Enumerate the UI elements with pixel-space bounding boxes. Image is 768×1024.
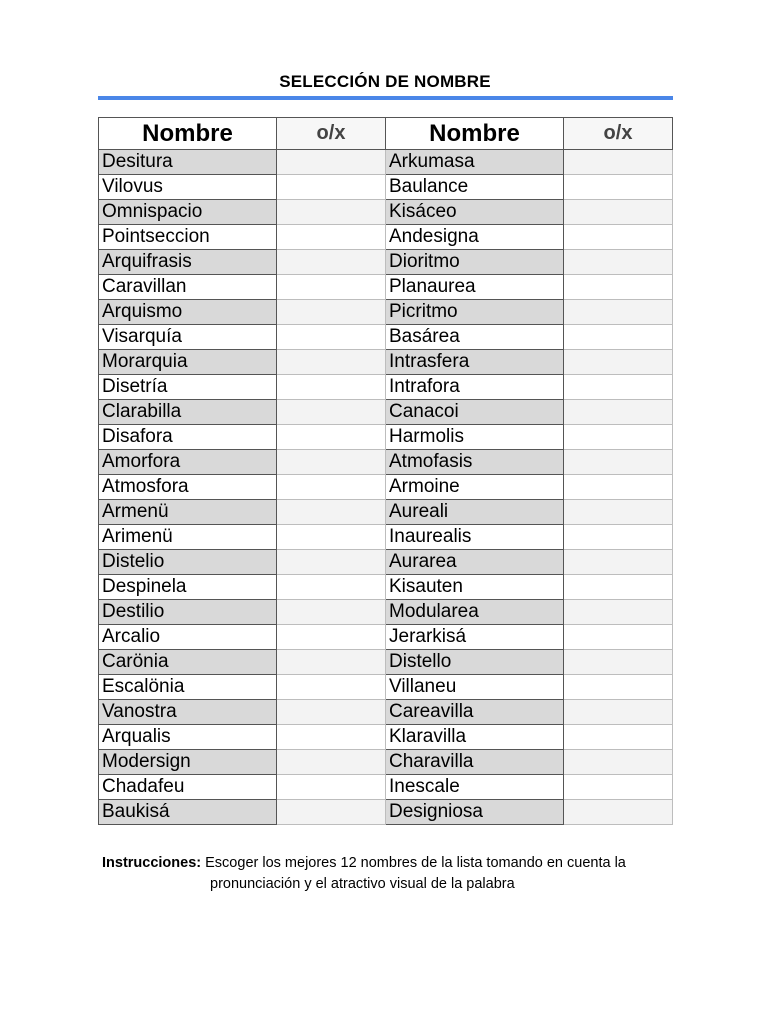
name-cell-left: Visarquía [99,325,277,350]
name-cell-left: Omnispacio [99,200,277,225]
ox-mark-cell-right[interactable] [564,400,673,425]
ox-mark-cell-right[interactable] [564,725,673,750]
name-cell-left: Distelio [99,550,277,575]
ox-mark-cell-left[interactable] [277,675,386,700]
ox-mark-cell-right[interactable] [564,350,673,375]
name-cell-right: Careavilla [386,700,564,725]
table-row [99,575,673,600]
ox-mark-cell-left[interactable] [277,350,386,375]
ox-mark-cell-right[interactable] [564,425,673,450]
ox-mark-cell-left[interactable] [277,750,386,775]
column-header-name-right: Nombre [386,118,564,150]
ox-mark-cell-left[interactable] [277,375,386,400]
ox-mark-cell-left[interactable] [277,650,386,675]
table-header-row [99,118,673,150]
ox-mark-cell-right[interactable] [564,150,673,175]
ox-mark-cell-left[interactable] [277,550,386,575]
ox-mark-cell-left[interactable] [277,700,386,725]
column-header-name-left: Nombre [99,118,277,150]
table-row [99,300,673,325]
title-divider [98,96,673,100]
name-cell-right: Planaurea [386,275,564,300]
table-row [99,200,673,225]
name-cell-left: Vilovus [99,175,277,200]
ox-mark-cell-right[interactable] [564,625,673,650]
ox-mark-cell-left[interactable] [277,625,386,650]
name-cell-left: Despinela [99,575,277,600]
name-cell-left: Destilio [99,600,277,625]
ox-mark-cell-left[interactable] [277,725,386,750]
table-row [99,375,673,400]
name-cell-left: Desitura [99,150,277,175]
name-cell-right: Distello [386,650,564,675]
name-cell-left: Baukisá [99,800,277,825]
ox-mark-cell-right[interactable] [564,250,673,275]
ox-mark-cell-right[interactable] [564,225,673,250]
ox-mark-cell-right[interactable] [564,500,673,525]
name-cell-right: Villaneu [386,675,564,700]
ox-mark-cell-right[interactable] [564,450,673,475]
ox-mark-cell-right[interactable] [564,700,673,725]
column-header-ox-right: o/x [564,118,673,150]
ox-mark-cell-left[interactable] [277,450,386,475]
ox-mark-cell-left[interactable] [277,475,386,500]
table-row [99,725,673,750]
ox-mark-cell-left[interactable] [277,275,386,300]
name-cell-right: Kisáceo [386,200,564,225]
name-cell-right: Picritmo [386,300,564,325]
table-row [99,425,673,450]
name-selection-table-container [98,117,673,825]
name-cell-left: Morarquia [99,350,277,375]
name-cell-left: Armenü [99,500,277,525]
table-row [99,325,673,350]
name-cell-left: Arcalio [99,625,277,650]
ox-mark-cell-left[interactable] [277,425,386,450]
name-cell-left: Arimenü [99,525,277,550]
ox-mark-cell-left[interactable] [277,225,386,250]
ox-mark-cell-left[interactable] [277,325,386,350]
ox-mark-cell-left[interactable] [277,775,386,800]
ox-mark-cell-right[interactable] [564,300,673,325]
table-row [99,700,673,725]
table-row [99,500,673,525]
ox-mark-cell-right[interactable] [564,775,673,800]
ox-mark-cell-left[interactable] [277,600,386,625]
table-row [99,525,673,550]
name-cell-right: Kisauten [386,575,564,600]
name-cell-right: Modularea [386,600,564,625]
table-row [99,225,673,250]
name-cell-left: Vanostra [99,700,277,725]
table-body [99,150,673,825]
ox-mark-cell-right[interactable] [564,575,673,600]
name-cell-left: Modersign [99,750,277,775]
name-cell-right: Designiosa [386,800,564,825]
name-cell-right: Intrasfera [386,350,564,375]
table-row [99,400,673,425]
ox-mark-cell-left[interactable] [277,300,386,325]
ox-mark-cell-right[interactable] [564,475,673,500]
ox-mark-cell-right[interactable] [564,675,673,700]
name-cell-left: Arqualis [99,725,277,750]
name-cell-left: Arquismo [99,300,277,325]
ox-mark-cell-left[interactable] [277,150,386,175]
name-cell-left: Escalönia [99,675,277,700]
ox-mark-cell-right[interactable] [564,325,673,350]
ox-mark-cell-right[interactable] [564,375,673,400]
ox-mark-cell-left[interactable] [277,400,386,425]
ox-mark-cell-left[interactable] [277,575,386,600]
name-cell-left: Clarabilla [99,400,277,425]
ox-mark-cell-right[interactable] [564,800,673,825]
instructions-text-line1: Escoger los mejores 12 nombres de la lista tomando en cuenta la [205,855,626,871]
name-cell-right: Inaurealis [386,525,564,550]
name-cell-right: Arkumasa [386,150,564,175]
name-cell-right: Aureali [386,500,564,525]
name-cell-right: Inescale [386,775,564,800]
ox-mark-cell-left[interactable] [277,500,386,525]
name-cell-left: Arquifrasis [99,250,277,275]
table-row [99,675,673,700]
column-header-ox-left: o/x [277,118,386,150]
table-row [99,775,673,800]
name-cell-right: Atmofasis [386,450,564,475]
name-cell-right: Jerarkisá [386,625,564,650]
table-row [99,600,673,625]
ox-mark-cell-left[interactable] [277,250,386,275]
name-cell-right: Armoine [386,475,564,500]
ox-mark-cell-right[interactable] [564,550,673,575]
ox-mark-cell-left[interactable] [277,800,386,825]
name-cell-right: Harmolis [386,425,564,450]
table-row [99,750,673,775]
name-cell-right: Basárea [386,325,564,350]
table-row [99,150,673,175]
name-cell-left: Chadafeu [99,775,277,800]
instructions [102,853,672,895]
ox-mark-cell-right[interactable] [564,200,673,225]
table-row [99,250,673,275]
name-cell-right: Aurarea [386,550,564,575]
table-row [99,275,673,300]
name-cell-right: Baulance [386,175,564,200]
name-cell-left: Amorfora [99,450,277,475]
ox-mark-cell-left[interactable] [277,200,386,225]
name-cell-right: Klaravilla [386,725,564,750]
table-row [99,550,673,575]
name-cell-left: Disafora [99,425,277,450]
name-cell-right: Intrafora [386,375,564,400]
name-cell-left: Disetría [99,375,277,400]
name-cell-left: Caravillan [99,275,277,300]
name-cell-right: Andesigna [386,225,564,250]
ox-mark-cell-right[interactable] [564,275,673,300]
table-row [99,175,673,200]
ox-mark-cell-right[interactable] [564,175,673,200]
table-row [99,625,673,650]
table-row [99,450,673,475]
table-row [99,800,673,825]
name-cell-right: Dioritmo [386,250,564,275]
name-cell-left: Atmosfora [99,475,277,500]
name-cell-right: Canacoi [386,400,564,425]
table-row [99,350,673,375]
name-cell-left: Carönia [99,650,277,675]
instructions-label: Instrucciones: [102,855,202,871]
table-row [99,475,673,500]
name-selection-table [98,117,673,825]
ox-mark-cell-right[interactable] [564,750,673,775]
table-row [99,650,673,675]
ox-mark-cell-left[interactable] [277,175,386,200]
ox-mark-cell-right[interactable] [564,525,673,550]
name-cell-left: Pointseccion [99,225,277,250]
name-cell-right: Charavilla [386,750,564,775]
ox-mark-cell-right[interactable] [564,600,673,625]
ox-mark-cell-left[interactable] [277,525,386,550]
ox-mark-cell-right[interactable] [564,650,673,675]
page-title: SELECCIÓN DE NOMBRE [279,72,491,91]
instructions-text-line2: pronunciación y el atractivo visual de la palabra [210,876,515,892]
